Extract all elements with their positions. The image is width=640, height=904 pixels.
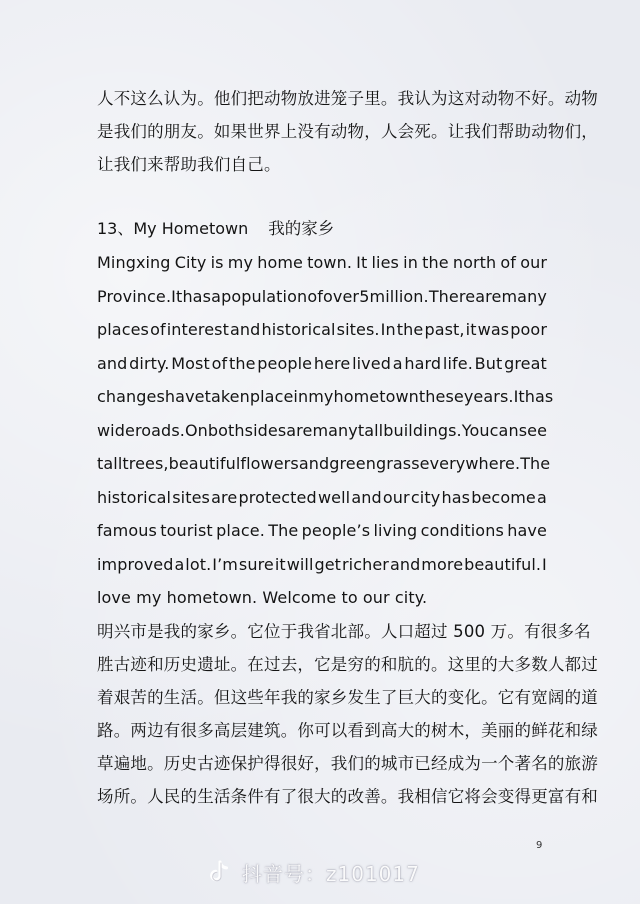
text-line: love my hometown. Welcome to our city. — [97, 588, 428, 607]
text-line: 是我们的朋友。如果世界上没有动物，人会死。让我们帮助动物们， — [97, 122, 598, 141]
word: poor — [510, 320, 547, 339]
word: of — [307, 286, 323, 306]
text-line — [97, 380, 554, 414]
text-line: 路。两边有很多高层建筑。你可以看到高大的树木，美丽的鲜花和绿 — [97, 721, 598, 740]
word: life. — [442, 353, 473, 373]
word: my — [227, 253, 254, 272]
word: tourist — [160, 521, 213, 540]
text-line: 草遍地。历史古迹保护得很好，我们的城市已经成为一个著名的旅游 — [97, 754, 598, 773]
word: and — [351, 487, 382, 507]
word: has — [182, 286, 212, 306]
word: and — [389, 554, 421, 574]
text-line: 明兴市是我的家乡。它位于我省北部。人口超过 500 万。有很多名 — [97, 622, 591, 641]
word: sites. — [336, 320, 380, 339]
text-line — [97, 414, 547, 448]
word: sure — [238, 554, 274, 574]
word: these — [418, 387, 464, 406]
word: It — [356, 253, 368, 272]
word: the — [396, 320, 424, 339]
word: north — [452, 253, 497, 272]
word: in — [293, 387, 309, 406]
word: well — [317, 487, 351, 507]
word: hometown — [333, 387, 419, 406]
word: Mingxing — [97, 253, 171, 272]
word: protected — [238, 487, 317, 507]
word: famous — [97, 521, 157, 540]
word: are — [475, 286, 502, 306]
word: flowers — [240, 454, 299, 473]
word: historical — [97, 487, 172, 507]
text-line: 让我们来帮助我们自己。 — [97, 155, 281, 174]
word: tall — [97, 454, 123, 473]
word: I’m — [212, 554, 238, 574]
word: a — [392, 353, 403, 373]
word: of — [211, 353, 228, 373]
text-line — [97, 447, 551, 481]
text-line — [97, 313, 547, 347]
word: has — [524, 387, 554, 406]
word: In — [380, 320, 396, 339]
word: a — [537, 487, 547, 507]
word: see — [518, 420, 548, 440]
douyin-logo-icon — [206, 859, 232, 885]
word: our — [520, 253, 547, 272]
word: hard — [404, 353, 442, 373]
word: interest — [166, 320, 229, 339]
word: City — [174, 253, 207, 272]
word: of — [500, 253, 517, 272]
word: lot. — [185, 554, 212, 574]
word: in — [403, 253, 418, 272]
word: has — [441, 487, 471, 507]
word: changes — [97, 387, 165, 406]
word: population — [221, 286, 308, 306]
word: city — [410, 487, 441, 507]
word: people’s — [301, 521, 371, 540]
page-number: 9 — [536, 840, 543, 851]
text-line: 场所。人民的生活条件有了很大的改善。我相信它将会变得更富有和 — [97, 787, 598, 806]
word: over — [323, 286, 360, 306]
english-essay-paragraph — [97, 246, 554, 615]
word: years. — [463, 387, 514, 406]
word: many — [312, 420, 358, 440]
word: everywhere. — [419, 454, 521, 473]
word: have — [507, 521, 547, 540]
word: my — [308, 387, 334, 406]
word: Most — [171, 353, 210, 373]
word: million. — [369, 286, 429, 306]
word: It — [513, 387, 525, 406]
word: beautiful — [168, 454, 241, 473]
word: But — [474, 353, 503, 373]
word: living — [373, 521, 418, 540]
word: grass — [375, 454, 420, 473]
word: conditions — [420, 521, 504, 540]
word: The — [520, 454, 551, 473]
word: the — [228, 353, 256, 373]
word: dirty. — [129, 353, 170, 373]
word: roads. — [134, 420, 185, 440]
word: town. — [307, 253, 352, 272]
word: improved — [97, 554, 174, 574]
section-title-zh: 我的家乡 — [268, 219, 335, 238]
chinese-translation-paragraph — [97, 615, 598, 813]
word: trees, — [122, 454, 169, 473]
word: a — [211, 286, 222, 306]
section-heading — [97, 214, 334, 244]
word: The — [268, 521, 299, 540]
text-line: 着艰苦的生活。但这些年我的家乡发生了巨大的变化。它有宽阔的道 — [97, 688, 598, 707]
word: sites — [172, 487, 210, 507]
word: a — [174, 554, 185, 574]
intro-chinese-paragraph — [97, 82, 598, 181]
word: lies — [371, 253, 399, 272]
text-line — [97, 481, 547, 515]
word: our — [382, 487, 410, 507]
word: wide — [97, 420, 135, 440]
word: it — [274, 554, 286, 574]
text-line: 人不这么认为。他们把动物放进笼子里。我认为这对动物不好。动物 — [97, 89, 598, 108]
word: I — [542, 554, 547, 574]
word: lived — [352, 353, 391, 373]
word: buildings. — [383, 420, 462, 440]
word: home — [257, 253, 303, 272]
word: tall — [357, 420, 384, 440]
word: Province — [97, 286, 166, 306]
word: great — [504, 353, 547, 373]
word: are — [211, 487, 238, 507]
word: sides — [244, 420, 287, 440]
word: You — [461, 420, 490, 440]
word: more — [421, 554, 464, 574]
text-line — [97, 246, 547, 280]
word: taken — [204, 387, 250, 406]
watermark — [206, 854, 420, 890]
word: was — [477, 320, 510, 339]
word: become — [471, 487, 536, 507]
word: richer — [342, 554, 389, 574]
word: There — [428, 286, 476, 306]
text-line — [97, 514, 547, 548]
word: here — [313, 353, 351, 373]
section-title-en: 13、My Hometown — [97, 219, 249, 238]
word: get — [314, 554, 342, 574]
text-line: 胜古迹和历史遗址。在过去，它是穷的和肮的。这里的大多数人都过 — [97, 655, 598, 674]
word: is — [210, 253, 224, 272]
word: can — [489, 420, 519, 440]
word: On — [184, 420, 208, 440]
word: it — [465, 320, 477, 339]
word: past, — [424, 320, 465, 339]
text-line — [97, 280, 547, 314]
word: place — [249, 387, 294, 406]
word: place. — [216, 521, 265, 540]
word: 5 — [359, 286, 370, 306]
word: historical — [261, 320, 336, 339]
word: are — [286, 420, 313, 440]
word: .It — [165, 286, 183, 306]
watermark-text: 抖音号：z101017 — [242, 861, 420, 886]
word: beautiful. — [464, 554, 542, 574]
word: of — [150, 320, 166, 339]
word: will — [286, 554, 314, 574]
word: green — [329, 454, 376, 473]
word: and — [298, 454, 330, 473]
word: and — [97, 353, 128, 373]
word: both — [207, 420, 245, 440]
word: many — [501, 286, 547, 306]
text-line — [97, 548, 547, 582]
word: people — [257, 353, 313, 373]
text-line — [97, 347, 547, 381]
word: places — [97, 320, 149, 339]
word: the — [422, 253, 449, 272]
word: and — [230, 320, 261, 339]
word: have — [164, 387, 205, 406]
